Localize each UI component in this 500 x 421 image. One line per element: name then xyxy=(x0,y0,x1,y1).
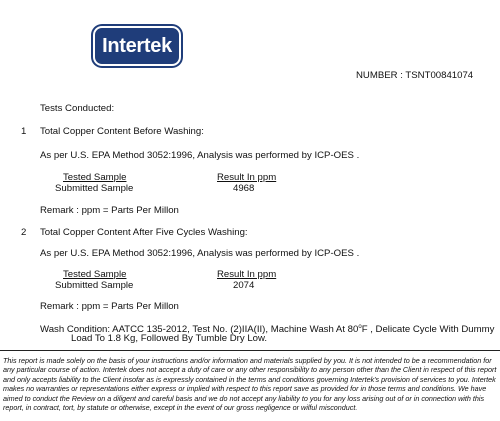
footer-disclaimer: This report is made solely on the basis of your instructions and/or information and materials supplied by you. It is not intended to be a recommendation for any particular course of action. Intertek does not accept a duty of care or any other responsibility to any person other than the Client in respect of this report and only accepts liability to the Client insofar as is expressly contained in the terms and conditions governing Intertek's provision of services to you. Intertek makes no warranties or representations either express or implied with respect to this report save as provided for in those terms and conditions. We have aimed to conduct the Review on a diligent and careful basis and we do not accept any liability to you for any loss arising out of or in connection with this report, in contract, tort, by statute or otherwise, except in the event of our gross negligence or wilful misconduct. xyxy=(3,356,497,413)
section-1-col-sample-header: Tested Sample xyxy=(63,172,127,183)
logo-text: Intertek xyxy=(102,34,172,57)
section-2-method: As per U.S. EPA Method 3052:1996, Analysis was performed by ICP-OES . xyxy=(40,248,360,259)
section-1-method: As per U.S. EPA Method 3052:1996, Analysis was performed by ICP-OES . xyxy=(40,150,360,161)
section-2-index: 2 xyxy=(21,227,27,238)
section-2-title: Total Copper Content After Five Cycles Washing: xyxy=(40,227,248,238)
section-1-col-result-header: Result In ppm xyxy=(217,172,277,183)
section-1-remark: Remark : ppm = Parts Per Millon xyxy=(40,205,179,216)
section-1-title: Total Copper Content Before Washing: xyxy=(40,126,204,137)
section-1-index: 1 xyxy=(21,126,27,137)
tests-conducted-heading: Tests Conducted: xyxy=(40,103,115,114)
section-2-col-result-header: Result In ppm xyxy=(217,269,277,280)
degree-mark: o xyxy=(358,324,362,330)
section-2-row-sample: Submitted Sample xyxy=(55,280,134,291)
wash-condition-line-2: Load To 1.8 Kg, Followed By Tumble Dry Low. xyxy=(71,333,268,344)
section-1-row-result: 4968 xyxy=(233,183,255,194)
wash-condition-text-b: F , Delicate Cycle With Dummy xyxy=(361,324,495,336)
section-2-remark: Remark : ppm = Parts Per Millon xyxy=(40,301,179,312)
section-1-row-sample: Submitted Sample xyxy=(55,183,134,194)
section-2-row-result: 2074 xyxy=(233,280,255,291)
intertek-logo xyxy=(93,26,181,66)
footer-divider xyxy=(0,350,500,351)
report-number: NUMBER : TSNT00841074 xyxy=(356,70,474,81)
wash-condition-text-a: Wash Condition: AATCC 135-2012, Test No. (2)IIA(II), Machine Wash At 80 xyxy=(40,324,359,336)
section-2-col-sample-header: Tested Sample xyxy=(63,269,127,280)
